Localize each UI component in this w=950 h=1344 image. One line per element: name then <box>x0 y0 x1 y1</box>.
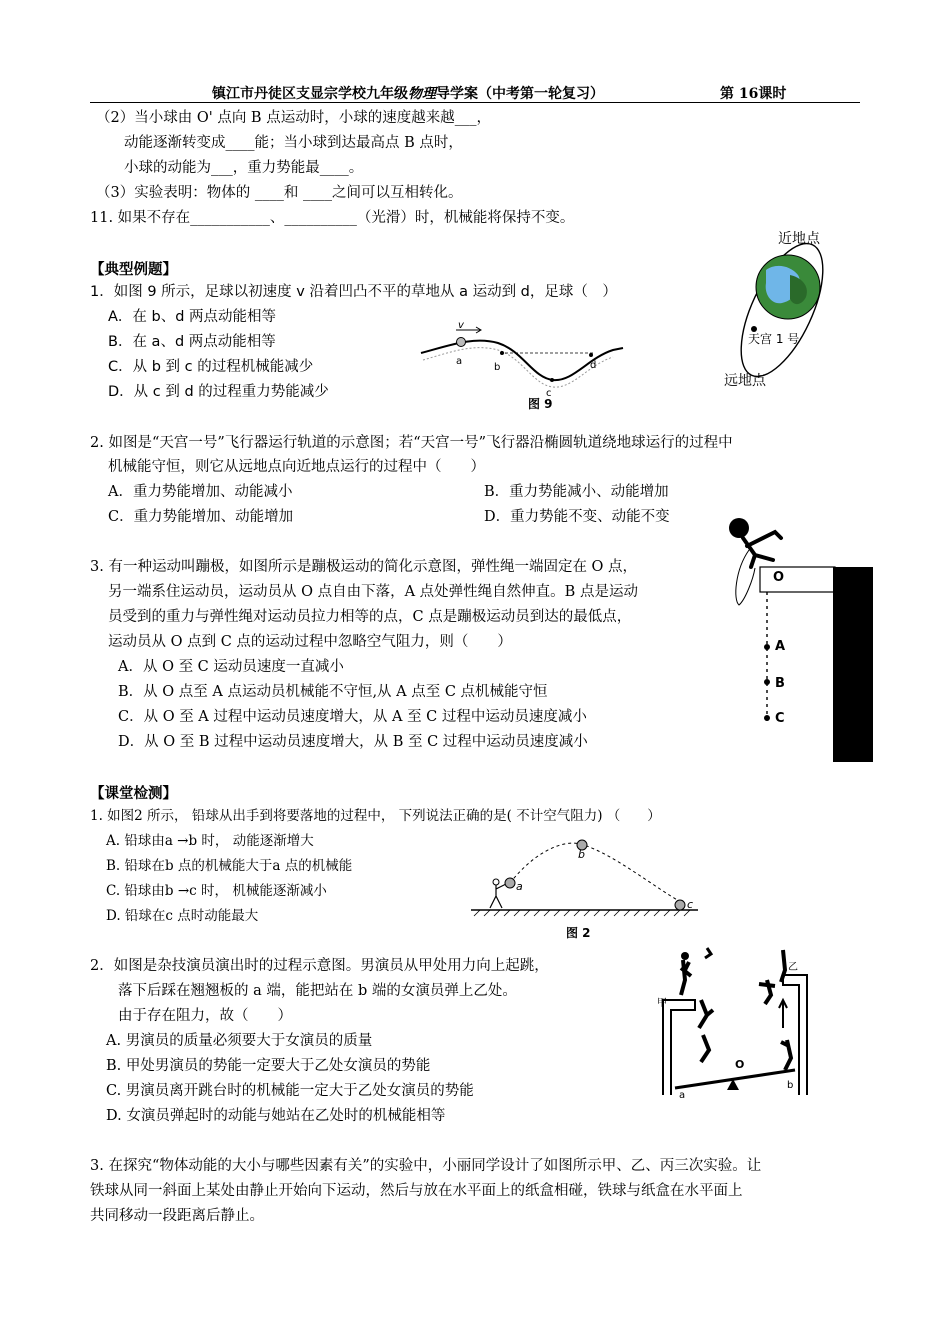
label-A: A <box>775 639 786 654</box>
option: B．重力势能减小、动能增加 <box>484 484 669 500</box>
question-stem: 3. 有一种运动叫蹦极，如图所示是蹦极运动的简化示意图，弹性绳一端固定在 O 点， <box>90 559 638 575</box>
label-c: c <box>546 388 552 399</box>
question-stem: 另一端系住运动员，运动员从 O 点自由下落，A 点处弹性绳自然伸直。B 点是运动 <box>108 584 638 600</box>
acrobat-figure <box>655 940 815 1100</box>
question-stem: 3. 在探究“物体动能的大小与哪些因素有关”的实验中，小丽同学设计了如图所示甲、乙、丙三次实验。让 <box>90 1158 762 1174</box>
option: D．从 c 到 d 的过程重力势能减少 <box>108 384 329 400</box>
figure-caption: 图 9 <box>528 397 553 411</box>
option: A．从 O 至 C 运动员速度一直减小 <box>118 659 344 675</box>
trajectory <box>510 843 684 904</box>
label-a: a <box>456 356 463 367</box>
label-a: a <box>679 1090 686 1100</box>
tiangong-label: 天宫 1 号 <box>748 332 800 346</box>
label-b: b <box>787 1080 794 1091</box>
option: A．重力势能增加、动能减小 <box>108 484 293 500</box>
question-stem: 员受到的重力与弹性绳对运动员拉力相等的点，C 点是蹦极运动员到达的最低点， <box>108 609 632 625</box>
lesson-number: 第 16课时 <box>720 86 787 102</box>
platform <box>760 567 835 592</box>
jumper-body <box>743 532 781 567</box>
option: D. 女演员弹起时的动能与她站在乙处时的机械能相等 <box>106 1108 446 1124</box>
label-O: O <box>735 1058 745 1071</box>
platform-jia <box>663 1000 695 1095</box>
option: A. 男演员的质量必须要大于女演员的质量 <box>106 1033 373 1049</box>
figure-2 <box>466 830 706 945</box>
man-on-jia <box>681 960 691 995</box>
point-c <box>550 378 554 382</box>
question-stem: 2. 如图是“天宫一号”飞行器运行轨道的示意图；若“天宫一号”飞行器沿椭圆轨道绕地球运行的过程中 <box>90 435 733 451</box>
satellite <box>751 326 757 332</box>
label-b: b <box>578 848 585 861</box>
point-B <box>764 679 770 685</box>
option: C. 铅球由b →c 时， 机械能逐渐减小 <box>106 883 327 899</box>
figure-9 <box>418 318 628 413</box>
point-C <box>764 715 770 721</box>
option: D. 铅球在c 点时动能最大 <box>106 908 259 924</box>
option: A．在 b、d 两点动能相等 <box>108 309 277 325</box>
question-stem: 铁球从同一斜面上某处由静止开始向下运动，然后与放在水平面上的纸盒相碰，铁球与纸盒在水平面上 <box>90 1183 743 1199</box>
label-yi: 乙 <box>788 962 798 973</box>
option: D．重力势能不变、动能不变 <box>484 509 670 525</box>
option: A. 铅球由a →b 时， 动能逐渐增大 <box>106 833 314 849</box>
question-stem: 运动员从 O 点到 C 点的运动过程中忽略空气阻力，则（ ） <box>108 634 512 650</box>
option: C．从 b 到 c 的过程机械能减少 <box>108 359 314 375</box>
man-head <box>681 952 689 960</box>
question-stem: 2．如图是杂技演员演出时的过程示意图。男演员从甲处用力向上起跳， <box>90 958 549 974</box>
point-A <box>764 644 770 650</box>
thrower-body <box>490 884 506 908</box>
label-jia: 甲 <box>657 998 667 1009</box>
text-line: 动能逐渐转变成____能；当小球到达最高点 B 点时， <box>124 135 463 151</box>
text-line: （3）实验表明：物体的 ____和 ____之间可以互相转化。 <box>96 185 463 201</box>
woman-rising <box>759 980 775 1004</box>
shot-a <box>505 878 515 888</box>
header-title: 镇江市丹徒区支显宗学校九年级物理导学案（中考第一轮复习） <box>212 86 604 102</box>
ground-hatch <box>474 910 690 916</box>
orbit-figure <box>720 225 835 395</box>
label-v: v <box>458 320 464 331</box>
question-stem: 1. 如图2 所示， 铅球从出手到将要落地的过程中， 下列说法正确的是( 不计空气阻力) （ ） <box>90 808 661 824</box>
question-stem: 落下后踩在翘翘板的 a 端，能把站在 b 端的女演员弹上乙处。 <box>118 983 517 999</box>
thrower-head <box>493 879 499 885</box>
cliff <box>833 567 873 762</box>
far-point-label: 远地点 <box>724 373 766 389</box>
label-O: O <box>773 570 785 585</box>
label-d: d <box>590 360 597 371</box>
figure-caption: 图 2 <box>566 926 591 940</box>
option: C．从 O 至 A 过程中运动员速度增大，从 A 至 C 过程中运动员速度减小 <box>118 709 587 725</box>
platform-yi <box>783 975 807 1095</box>
option: B. 甲处男演员的势能一定要大于乙处女演员的势能 <box>106 1058 431 1074</box>
near-point-label: 近地点 <box>778 231 820 247</box>
question-stem: 1．如图 9 所示，足球以初速度 v 沿着凹凸不平的草地从 a 运动到 d，足球（ ） <box>90 284 617 300</box>
point-b <box>500 351 504 355</box>
label-b: b <box>494 362 501 373</box>
man-falling <box>699 1000 713 1062</box>
point-d <box>589 353 593 357</box>
woman-on-b <box>781 1040 791 1070</box>
text-line: 小球的动能为___，重力势能最____。 <box>124 160 364 176</box>
bungee-figure <box>725 510 875 765</box>
option: B．在 a、d 两点动能相等 <box>108 334 276 350</box>
football <box>457 338 466 347</box>
label-a: a <box>516 880 523 893</box>
label-C: C <box>775 711 785 726</box>
question-stem: 共同移动一段距离后静止。 <box>90 1208 264 1224</box>
question-stem: 机械能守恒，则它从远地点向近地点运行的过程中（ ） <box>108 459 485 475</box>
option: C. 男演员离开跳台时的机械能一定大于乙处女演员的势能 <box>106 1083 474 1099</box>
section-heading: 【课堂检测】 <box>90 786 177 802</box>
shot-c <box>675 900 685 910</box>
option: B. 铅球在b 点的机械能大于a 点的机械能 <box>106 858 353 874</box>
page-header <box>90 80 860 103</box>
option: B．从 O 点至 A 点运动员机械能不守恒,从 A 点至 C 点机械能守恒 <box>118 684 548 700</box>
label-B: B <box>775 676 785 691</box>
question-stem: 由于存在阻力，故（ ） <box>118 1008 292 1024</box>
section-heading: 【典型例题】 <box>90 262 177 278</box>
label-c: c <box>687 898 694 911</box>
option: C．重力势能增加、动能增加 <box>108 509 294 525</box>
jumper-head <box>729 518 749 538</box>
text-line: （2）当小球由 O' 点向 B 点运动时，小球的速度越来越___， <box>96 110 491 126</box>
man-jumping <box>705 948 711 958</box>
text-line: 11. 如果不存在___________、__________（光滑）时，机械能将保持不变。 <box>90 210 575 226</box>
woman-on-yi <box>781 950 785 982</box>
option: D．从 O 至 B 过程中运动员速度增大，从 B 至 C 过程中运动员速度减小 <box>118 734 588 750</box>
